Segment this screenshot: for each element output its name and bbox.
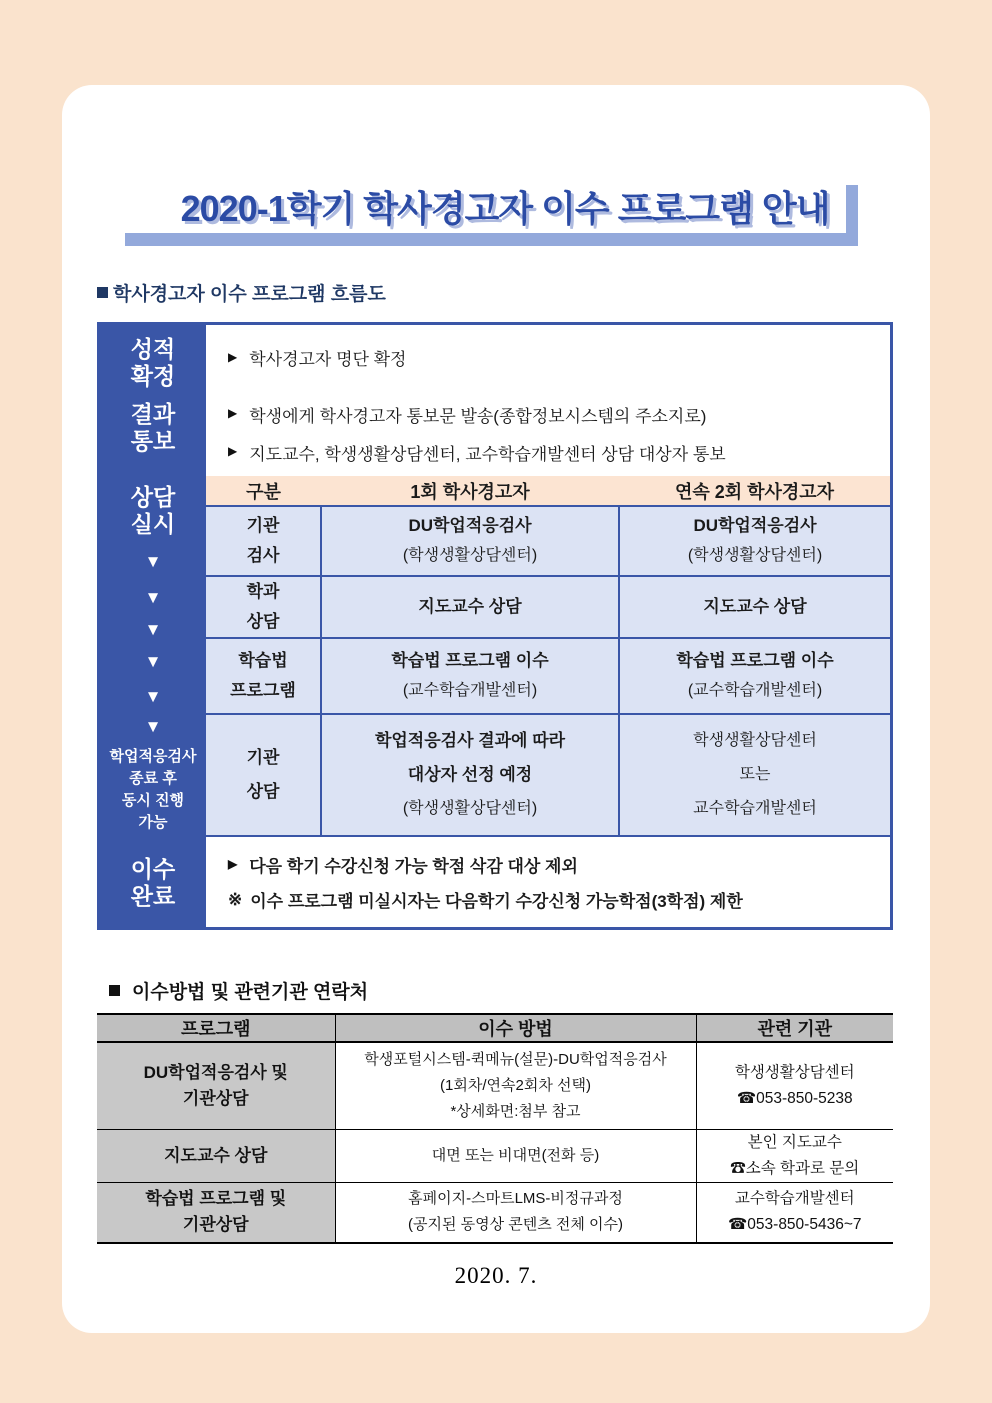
cell-line: 교수학습개발센터 — [693, 800, 817, 818]
sidebar-note-line: 가능 — [138, 814, 168, 831]
sidebar-note-line: 학업적응검사 — [109, 748, 197, 765]
bullet-text: 학사경고자 명단 확정 — [249, 350, 407, 370]
cell-second-warning — [619, 638, 890, 714]
org-line: 학생생활상담센터 — [734, 1063, 855, 1081]
bullet-line — [228, 852, 890, 877]
table-row — [97, 1042, 893, 1129]
cell-line: (학생생활상담센터) — [402, 800, 538, 818]
row-label — [206, 638, 321, 714]
program-line: 지도교수 상담 — [164, 1145, 268, 1165]
cell-first-warning — [321, 506, 619, 576]
contact-section-heading-label: 이수방법 및 관련기관 연락처 — [132, 982, 369, 1003]
program-line: DU학업적응검사 및 — [143, 1062, 288, 1082]
cell-line: 학업적응검사 결과에 따라 — [374, 731, 566, 751]
cell-line: 학습법 프로그램 이수 — [391, 651, 549, 671]
flow-section-heading-label: 학사경고자 이수 프로그램 흐름도 — [113, 284, 386, 305]
triangle-bullet-icon: ▶ — [228, 444, 238, 459]
flow-content — [206, 325, 890, 927]
down-arrow-icon: ▼ — [144, 552, 162, 571]
cell-line: DU학업적응검사 — [408, 516, 532, 536]
sidebar-step-result-notice — [100, 401, 206, 455]
cell-first-warning — [321, 638, 619, 714]
flow-sidebar — [100, 325, 206, 927]
program-cell — [97, 1042, 335, 1129]
org-cell — [696, 1129, 893, 1182]
sidebar-step-complete — [100, 856, 206, 910]
sidebar-step-line: 이수 — [130, 856, 176, 882]
cell-line: (교수학습개발센터) — [402, 682, 538, 700]
notice-card — [62, 85, 930, 1333]
sidebar-step-line: 완료 — [130, 883, 176, 909]
flow-row-result-notice — [206, 390, 890, 476]
bullet-line — [228, 402, 890, 427]
down-arrow-icon: ▼ — [144, 620, 162, 639]
program-cell — [97, 1129, 335, 1182]
cell-line: 지도교수 상담 — [703, 597, 807, 617]
sidebar-step-line: 확정 — [130, 363, 176, 389]
contact-header-org: 관련 기관 — [696, 1014, 893, 1042]
sidebar-note — [100, 746, 206, 834]
row-label — [206, 506, 321, 576]
triangle-bullet-icon: ▶ — [228, 406, 238, 421]
table-row — [97, 1182, 893, 1243]
method-line: 학생포털시스템-퀵메뉴(설문)-DU학업적응검사 — [364, 1050, 667, 1068]
cell-line: 학생생활상담센터 — [693, 732, 817, 750]
row-label-line: 학과 — [246, 582, 280, 602]
counsel-table-header-row — [206, 476, 890, 506]
row-label-line: 프로그램 — [230, 681, 296, 701]
reference-mark-icon: ※ — [228, 889, 243, 909]
row-label-line: 상담 — [246, 612, 280, 632]
row-label-line: 학습법 — [238, 651, 288, 671]
bullet-line — [228, 440, 890, 465]
sidebar-step-line: 실시 — [130, 511, 176, 537]
table-row — [206, 576, 890, 638]
table-row — [206, 506, 890, 576]
row-label-line: 검사 — [246, 546, 280, 566]
contact-header-method: 이수 방법 — [335, 1014, 696, 1042]
sidebar-note-line: 종료 후 — [129, 770, 177, 787]
method-line: *상세화면:첨부 참고 — [450, 1102, 581, 1120]
flow-table — [97, 322, 893, 930]
down-arrow-icon: ▼ — [144, 652, 162, 671]
org-line: 본인 지도교수 — [747, 1133, 842, 1151]
title-shadow-bar-horizontal — [125, 233, 858, 246]
sidebar-note-line: 동시 진행 — [121, 792, 185, 809]
org-phone: ☎053-850-5436~7 — [727, 1216, 862, 1234]
flow-row-completion — [206, 837, 890, 927]
cell-line: 대상자 선정 예정 — [407, 765, 533, 785]
row-label — [206, 714, 321, 836]
bullet-text: 이수 프로그램 미실시자는 다음학기 수강신청 가능학점(3학점) 제한 — [250, 892, 743, 912]
method-cell — [335, 1182, 696, 1243]
sidebar-step-line: 성적 — [130, 336, 176, 362]
square-bullet-icon — [109, 985, 120, 996]
counsel-header-category: 구분 — [206, 476, 321, 506]
cell-second-warning — [619, 714, 890, 836]
method-cell — [335, 1129, 696, 1182]
cell-first-warning — [321, 576, 619, 638]
program-line: 학습법 프로그램 및 — [145, 1189, 287, 1209]
document-date: 2020. 7. — [454, 1263, 538, 1288]
contact-header-program: 프로그램 — [97, 1014, 335, 1042]
counsel-header-second-warning: 연속 2회 학사경고자 — [619, 476, 890, 506]
flow-section-heading — [97, 279, 386, 306]
bullet-text: 지도교수, 학생생활상담센터, 교수학습개발센터 상담 대상자 통보 — [249, 444, 726, 464]
bullet-line — [228, 345, 890, 370]
cell-second-warning — [619, 506, 890, 576]
table-row — [97, 1129, 893, 1182]
cell-line: DU학업적응검사 — [693, 516, 817, 536]
cell-line: 지도교수 상담 — [418, 597, 522, 617]
counsel-header-first-warning: 1회 학사경고자 — [321, 476, 619, 506]
cell-line: (학생생활상담센터) — [402, 547, 538, 565]
org-cell — [696, 1042, 893, 1129]
bullet-line — [228, 887, 890, 912]
cell-first-warning — [321, 714, 619, 836]
sidebar-step-grade-confirm — [100, 336, 206, 390]
org-line: 교수학습개발센터 — [734, 1190, 855, 1208]
sidebar-step-line: 결과 — [130, 401, 176, 427]
row-label-line: 기관 — [246, 748, 280, 768]
cell-second-warning — [619, 576, 890, 638]
contact-header-row — [97, 1014, 893, 1042]
down-arrow-icon: ▼ — [144, 588, 162, 607]
down-arrow-icon: ▼ — [144, 687, 162, 706]
triangle-bullet-icon: ▶ — [228, 349, 238, 364]
contact-section-heading — [109, 977, 368, 1004]
sidebar-step-line: 통보 — [130, 428, 176, 454]
method-cell — [335, 1042, 696, 1129]
cell-line: 또는 — [739, 766, 771, 784]
sidebar-step-counsel — [100, 484, 206, 538]
bullet-text: 다음 학기 수강신청 가능 학점 삭감 대상 제외 — [249, 857, 578, 877]
org-phone: ☎소속 학과로 문의 — [730, 1159, 860, 1177]
method-line: 홈페이지-스마트LMS-비정규과정 — [408, 1190, 623, 1208]
org-cell — [696, 1182, 893, 1243]
table-row — [206, 638, 890, 714]
square-bullet-icon — [97, 287, 108, 298]
org-phone: ☎053-850-5238 — [736, 1089, 853, 1107]
method-line: 대면 또는 비대면(전화 등) — [431, 1146, 600, 1164]
method-line: (1회차/연속2회차 선택) — [440, 1076, 591, 1094]
cell-line: 학습법 프로그램 이수 — [676, 651, 834, 671]
contact-table — [97, 1013, 893, 1244]
flow-row-grade-confirm — [206, 325, 890, 390]
row-label — [206, 576, 321, 638]
sidebar-step-line: 상담 — [130, 484, 176, 510]
program-line: 기관상담 — [182, 1215, 249, 1235]
triangle-bullet-icon: ▶ — [228, 856, 238, 871]
program-cell — [97, 1182, 335, 1243]
counsel-table — [206, 476, 890, 837]
page-title: 2020-1학기 학사경고자 이수 프로그램 안내 — [180, 188, 830, 229]
method-line: (공지된 동영상 콘텐츠 전체 이수) — [407, 1216, 624, 1234]
cell-line: (학생생활상담센터) — [687, 547, 823, 565]
down-arrow-icon: ▼ — [144, 717, 162, 736]
table-row — [206, 714, 890, 836]
row-label-line: 상담 — [246, 782, 280, 802]
cell-line: (교수학습개발센터) — [687, 682, 823, 700]
program-line: 기관상담 — [182, 1088, 249, 1108]
bullet-text: 학생에게 학사경고자 통보문 발송(종합정보시스템의 주소지로) — [249, 406, 707, 426]
row-label-line: 기관 — [246, 516, 280, 536]
